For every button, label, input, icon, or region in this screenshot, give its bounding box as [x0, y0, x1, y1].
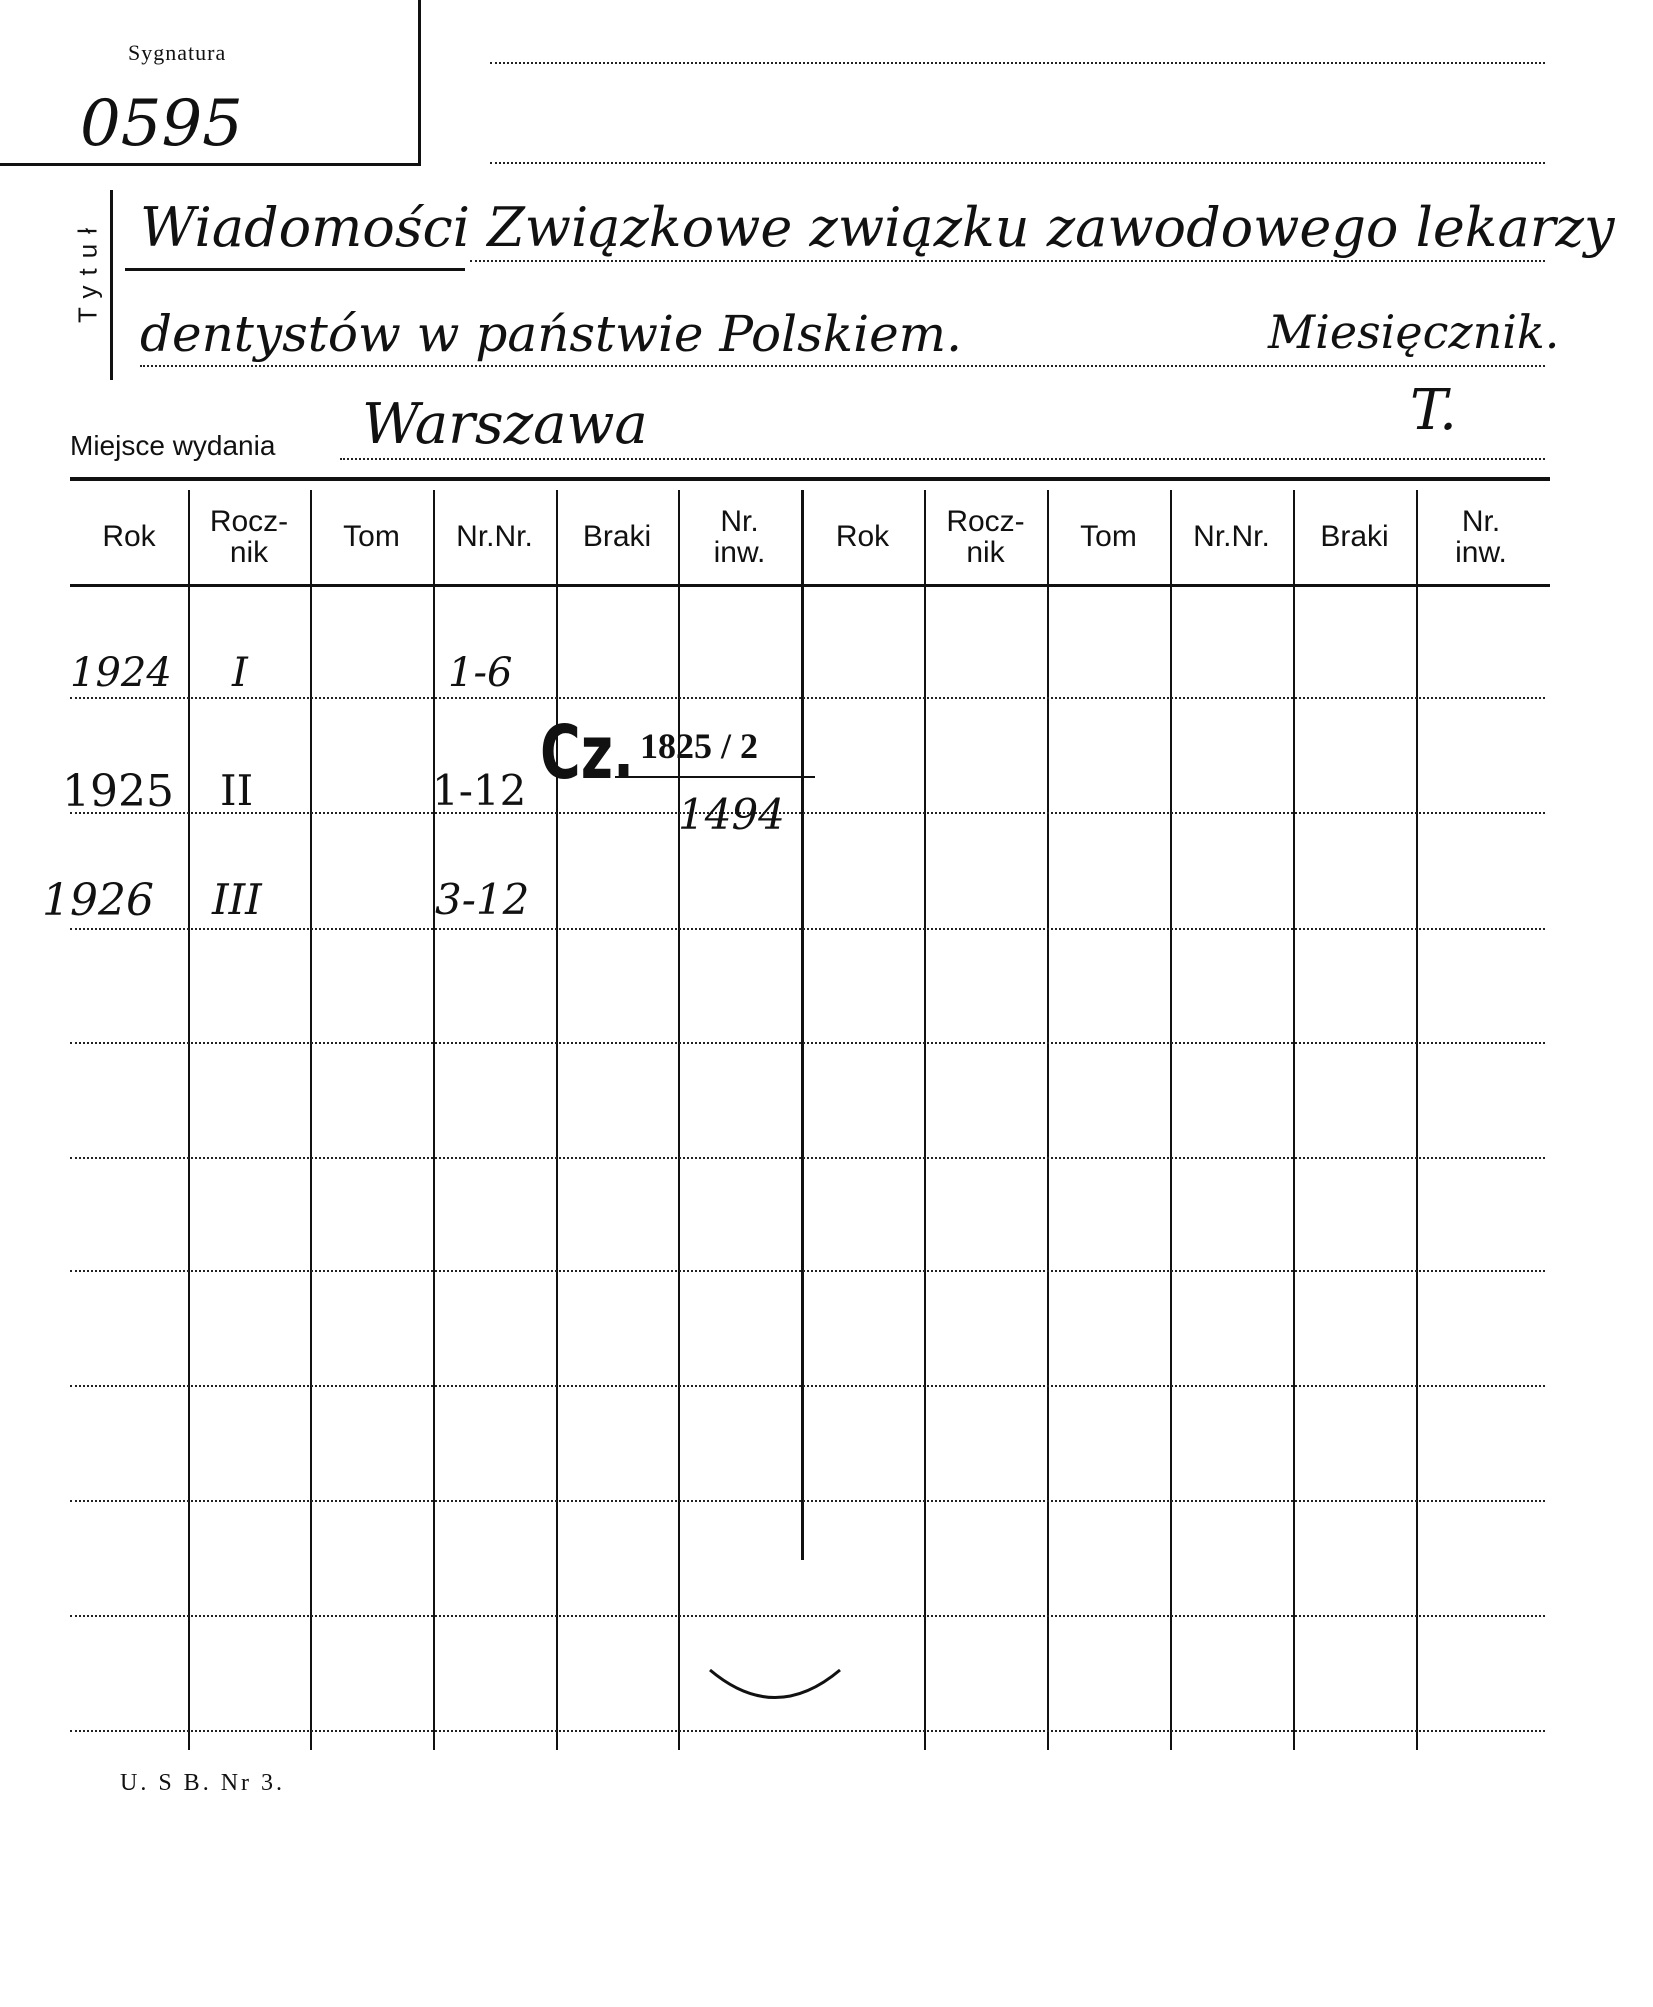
table-header-border — [70, 584, 1550, 587]
title-line-2: dentystów w państwie Polskiem. — [140, 305, 962, 363]
header-rok-2: Rok — [835, 520, 890, 554]
place-value: Warszawa — [362, 392, 648, 457]
row-1-rocznik: I — [232, 650, 248, 696]
title-dotted-line-1 — [470, 260, 1545, 262]
column-divider — [1170, 490, 1172, 1750]
column-divider — [433, 490, 435, 1750]
row-line — [70, 1500, 1545, 1502]
place-label: Miejsce wydania — [70, 430, 276, 461]
column-divider — [924, 490, 926, 1750]
punch-hole-mark — [700, 1650, 860, 1730]
header-nrnr-2: Nr.Nr. — [1193, 520, 1270, 554]
title-bracket — [110, 190, 113, 380]
title-mark: T. — [1410, 378, 1457, 443]
row-line — [70, 1615, 1545, 1617]
row-line — [70, 812, 1545, 814]
title-dotted-line-2 — [140, 365, 1545, 367]
column-divider — [1416, 490, 1418, 1750]
signature-label: Sygnatura — [128, 40, 227, 65]
stamp-number: 1825 / 2 — [640, 726, 759, 766]
title-underline — [125, 268, 465, 271]
stamp-fraction-line — [615, 776, 815, 778]
title-line-1: Wiadomości Związkowe związku zawodowego lekarzy — [140, 196, 1615, 259]
top-dotted-line-2 — [490, 162, 1545, 164]
header-rocznik-2: Rocz- nik — [946, 504, 1025, 569]
row-3-numery: 3-12 — [435, 875, 530, 924]
column-divider — [678, 490, 680, 1750]
table-top-border — [70, 477, 1550, 481]
row-line — [70, 928, 1545, 930]
row-3-rok: 1926 — [42, 875, 154, 926]
row-line — [70, 1042, 1545, 1044]
column-divider — [1047, 490, 1049, 1750]
signature-value: 0595 — [80, 87, 243, 161]
row-2-rok: 1925 — [62, 766, 174, 817]
row-line — [70, 1385, 1545, 1387]
header-rok: Rok — [102, 520, 156, 554]
row-line — [70, 1730, 1545, 1732]
header-tom: Tom — [343, 520, 400, 554]
header-braki-2: Braki — [1320, 520, 1389, 554]
footer-print-mark: U. S B. Nr 3. — [120, 1770, 286, 1796]
header-nrinw: Nr. inw. — [713, 504, 766, 569]
header-braki: Braki — [582, 520, 652, 554]
header-tom-2: Tom — [1080, 520, 1137, 554]
top-dotted-line — [490, 62, 1545, 64]
header-rocznik: Rocz- nik — [209, 504, 289, 569]
row-3-rocznik: III — [212, 875, 262, 924]
column-divider — [188, 490, 190, 1750]
row-1-rok: 1924 — [70, 650, 172, 696]
row-line — [70, 697, 1545, 699]
row-1-numery: 1-6 — [448, 650, 513, 696]
column-divider — [310, 490, 312, 1750]
header-nrinw-2: Nr. inw. — [1455, 504, 1507, 569]
stamp-prefix: Cz. — [540, 710, 635, 796]
row-2-numery: 1-12 — [432, 766, 527, 815]
row-line — [70, 1157, 1545, 1159]
row-line — [70, 1270, 1545, 1272]
column-divider — [556, 490, 558, 1750]
place-dotted-line — [340, 458, 1545, 460]
title-label: Tytuł — [72, 218, 103, 323]
stamp-inventory: 1494 — [678, 790, 785, 839]
frequency-value: Miesięcznik. — [1268, 305, 1560, 359]
row-2-rocznik: II — [220, 766, 254, 815]
header-nrnr: Nr.Nr. — [456, 520, 533, 554]
center-divider — [801, 490, 804, 1560]
column-divider — [1293, 490, 1295, 1750]
